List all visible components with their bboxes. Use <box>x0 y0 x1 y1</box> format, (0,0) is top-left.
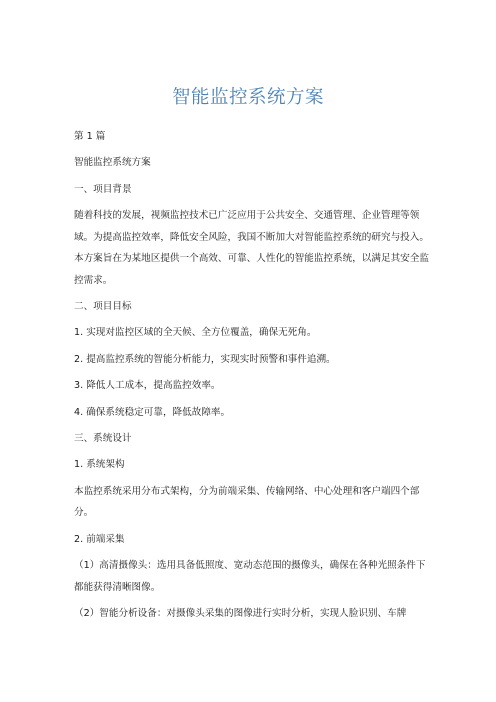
paragraph-background: 随着科技的发展，视频监控技术已广泛应用于公共安全、交通管理、企业管理等领域。为提高监控效率，降低安全风险，我国不断加大对智能监控系统的研究与投入。本方案旨在为某地区提供一个高效、可靠、人性化的智能监控系统，以满足其安全监控需求。 <box>74 210 429 286</box>
heading-design: 三、系统设计 <box>74 433 132 445</box>
item-analysis: （2）智能分析设备：对摄像头采集的图像进行实时分析，实现人脸识别、车牌 <box>74 607 407 619</box>
paragraph-architecture: 本监控系统采用分布式架构，分为前端采集、传输网络、中心处理和客户端四个部分。 <box>74 485 420 519</box>
goal-item-4: 4. 确保系统稳定可靠，降低故障率。 <box>74 406 231 418</box>
heading-goals: 二、项目目标 <box>74 301 132 313</box>
document-title: 智能监控系统方案 <box>171 87 324 108</box>
goal-item-3: 3. 降低人工成本，提高监控效率。 <box>74 380 221 392</box>
section-label: 第 1 篇 <box>74 131 106 142</box>
subtitle: 智能监控系统方案 <box>74 157 151 169</box>
heading-background: 一、项目背景 <box>74 183 132 195</box>
item-camera: （1）高清摄像头：选用具备低照度、宽动态范围的摄像头，确保在各种光照条件下都能获得清晰图像。 <box>74 560 426 593</box>
goal-item-2: 2. 提高监控系统的智能分析能力，实现实时预警和事件追溯。 <box>74 353 336 365</box>
document-body <box>74 126 430 629</box>
goal-item-1: 1. 实现对监控区域的全天候、全方位覆盖，确保无死角。 <box>74 327 317 339</box>
subheading-frontend: 2. 前端采集 <box>74 533 125 545</box>
subheading-architecture: 1. 系统架构 <box>74 459 125 471</box>
